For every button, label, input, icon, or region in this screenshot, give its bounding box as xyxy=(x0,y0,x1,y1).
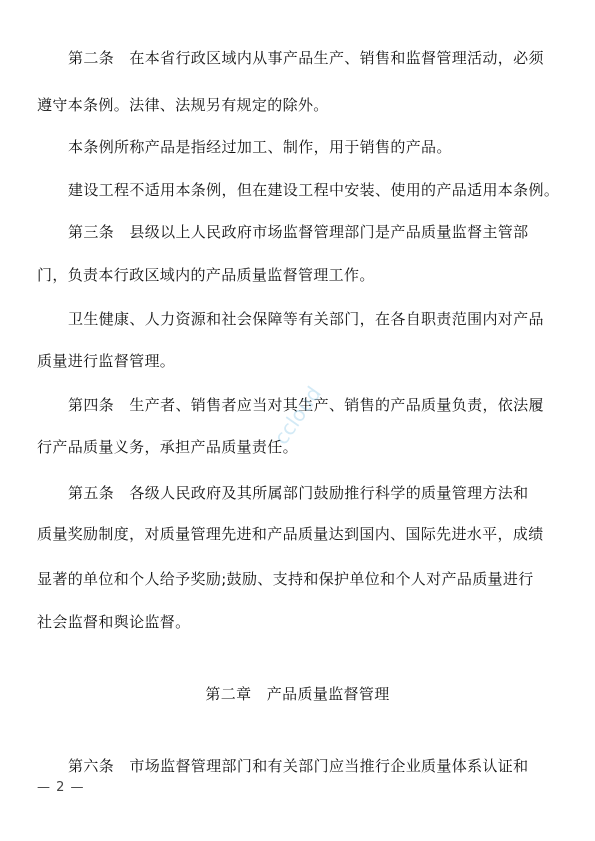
paragraph-line: 第三条 县级以上人民政府市场监督管理部门是产品质量监督主管部 xyxy=(68,223,529,241)
paragraph-line: 卫生健康、人力资源和社会保障等有关部门，在各自职责范围内对产品 xyxy=(68,310,544,328)
paragraph-line: 行产品质量义务，承担产品质量责任。 xyxy=(37,438,298,456)
paragraph-line: 第四条 生产者、销售者应当对其生产、销售的产品质量负责，依法履 xyxy=(68,396,544,414)
paragraph-line: 门，负责本行政区域内的产品质量监督管理工作。 xyxy=(37,266,375,284)
watermark: ccloud xyxy=(268,381,326,450)
paragraph-line: 建设工程不适用本条例，但在建设工程中安装、使用的产品适用本条例。 xyxy=(68,181,560,199)
paragraph-line: 质量进行监督管理。 xyxy=(37,352,176,370)
paragraph-line: 第五条 各级人民政府及其所属部门鼓励推行科学的质量管理方法和 xyxy=(68,484,529,502)
paragraph-line: 质量奖励制度，对质量管理先进和产品质量达到国内、国际先进水平，成绩 xyxy=(37,525,544,543)
paragraph-line: 遵守本条例。法律、法规另有规定的除外。 xyxy=(37,96,329,114)
paragraph-line: 本条例所称产品是指经过加工、制作，用于销售的产品。 xyxy=(68,138,452,156)
paragraph-line: 第六条 市场监督管理部门和有关部门应当推行企业质量体系认证和 xyxy=(68,757,529,775)
paragraph-line: 显著的单位和个人给予奖励;鼓励、支持和保护单位和个人对产品质量进行 xyxy=(37,570,534,588)
page-number: — 2 — xyxy=(37,780,85,795)
paragraph-line: 社会监督和舆论监督。 xyxy=(37,613,191,631)
chapter-heading: 第二章 产品质量监督管理 xyxy=(205,685,390,703)
paragraph-line: 第二条 在本省行政区域内从事产品生产、销售和监督管理活动，必须 xyxy=(68,49,544,67)
